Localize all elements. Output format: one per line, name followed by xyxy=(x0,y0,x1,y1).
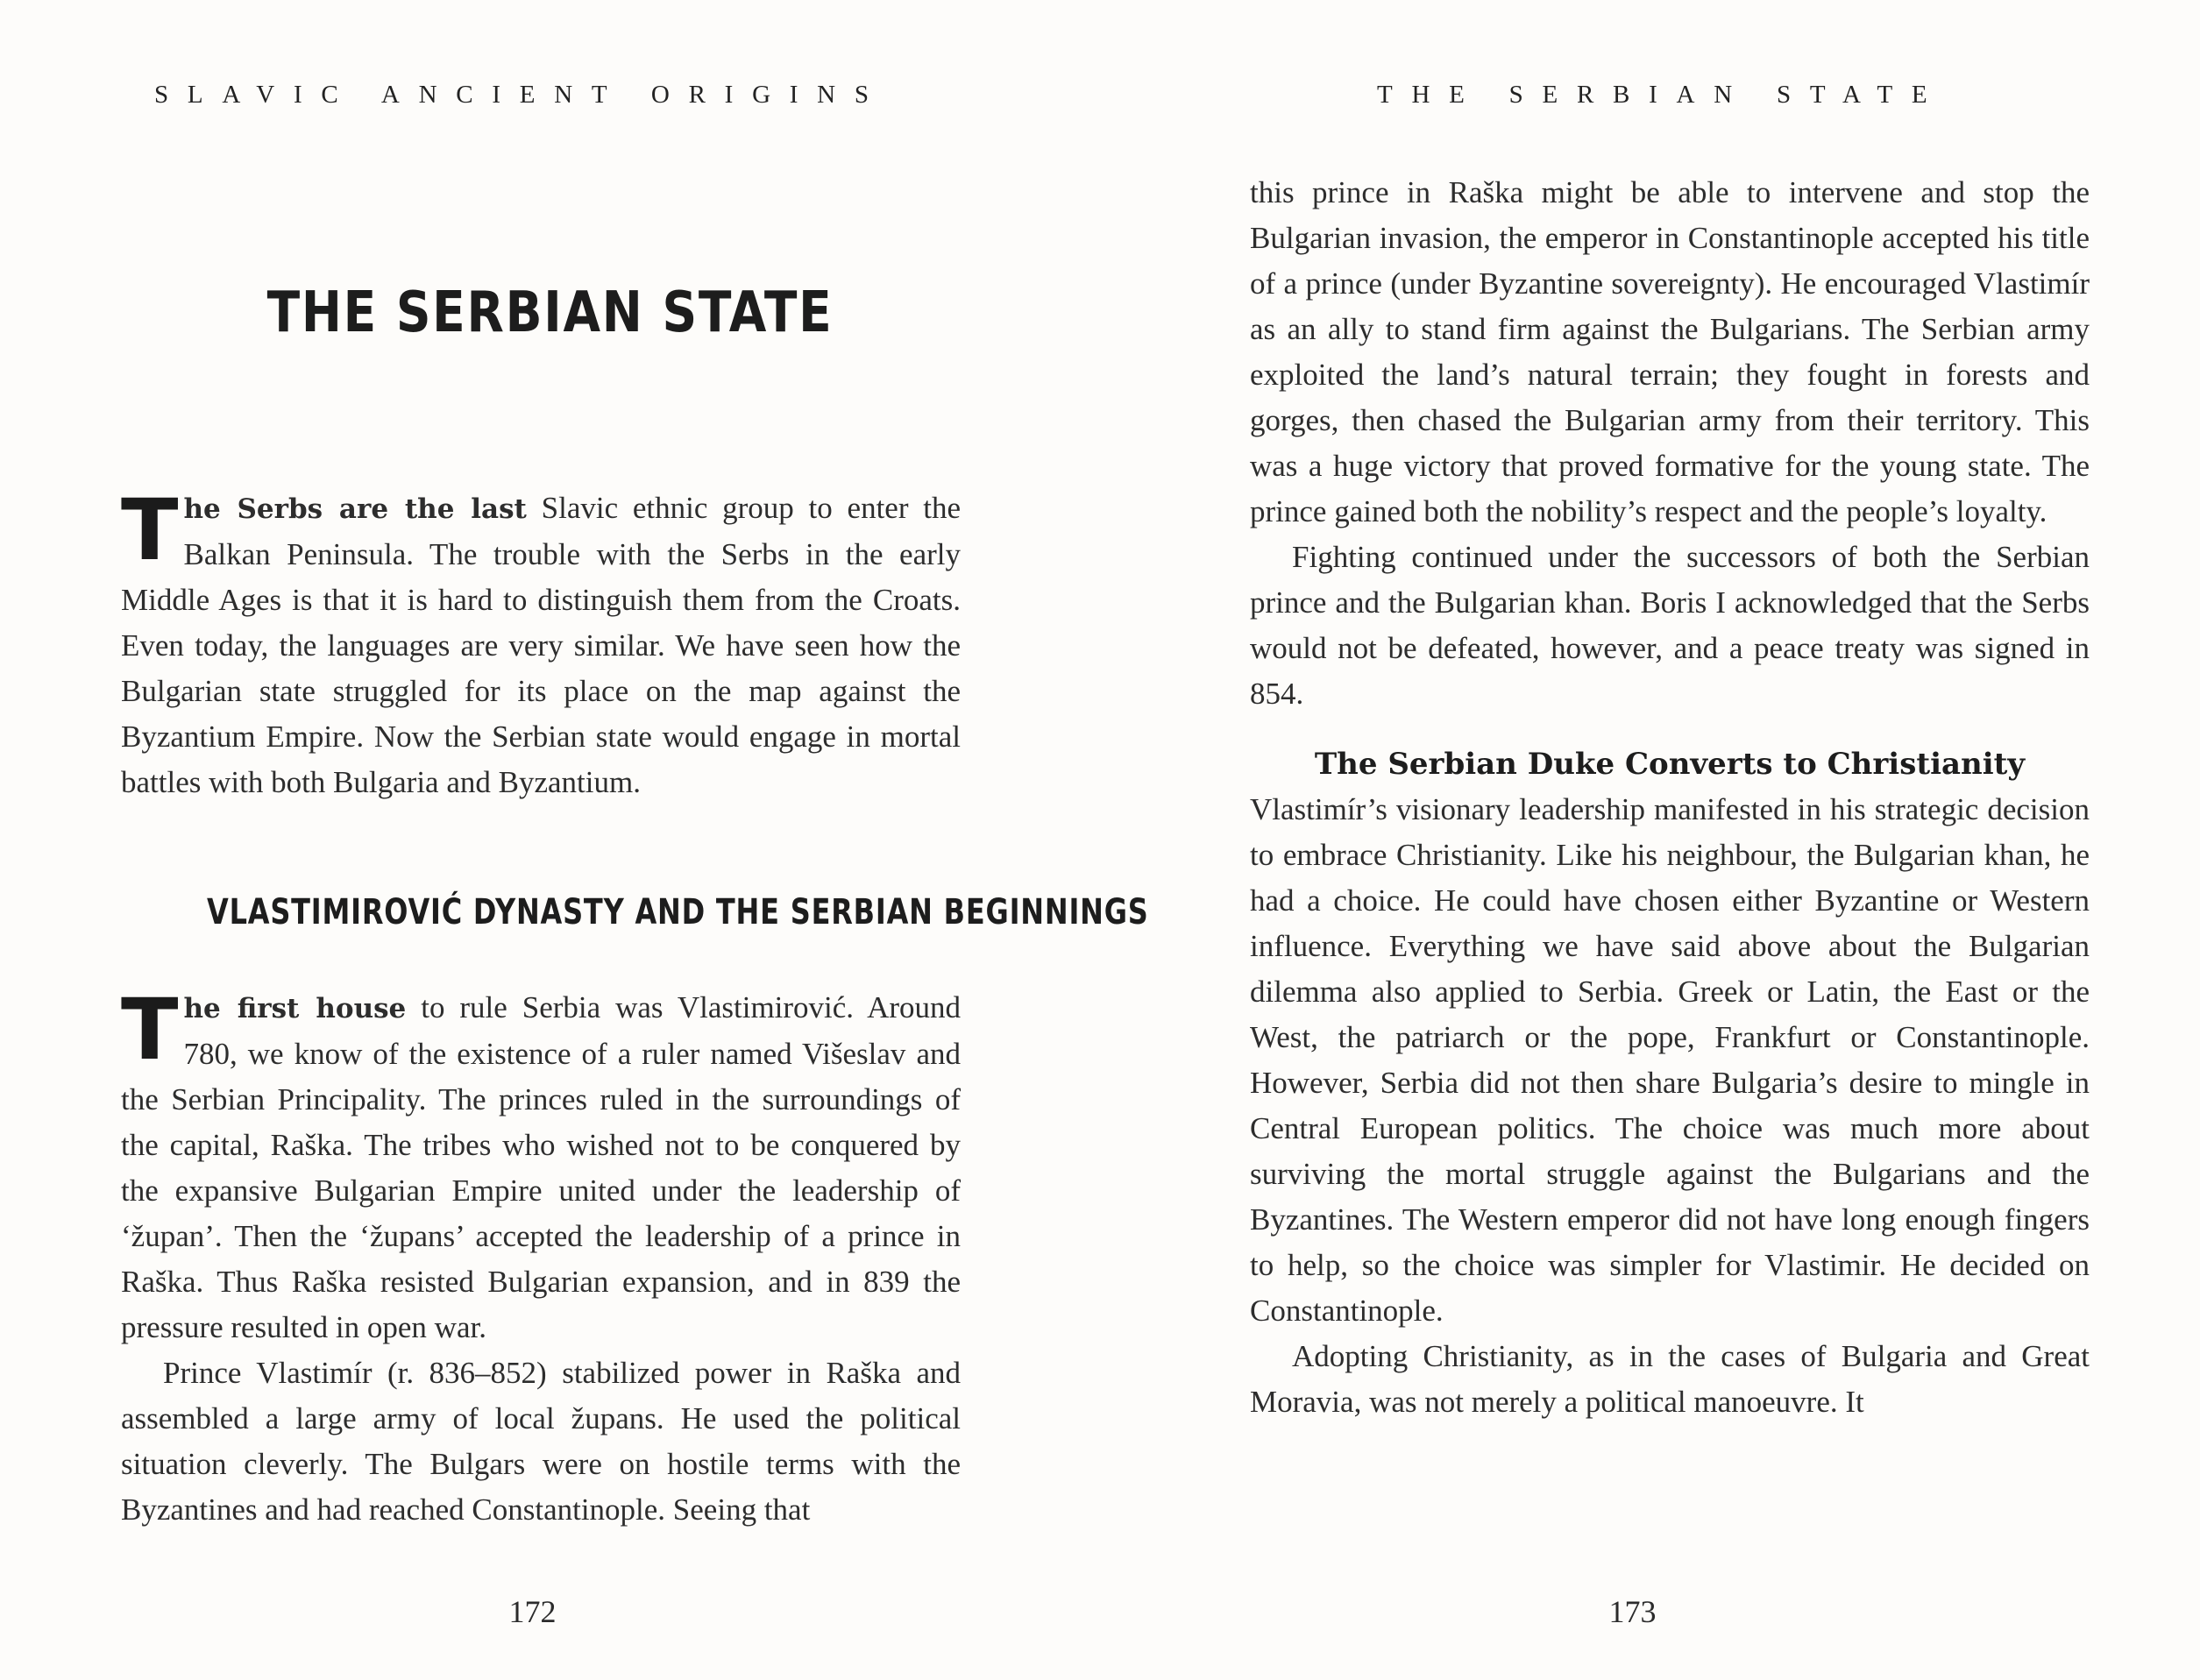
section-paragraph-2: Prince Vlastimír (r. 836–852) stabilized power in Raška and assembled a large army of local župans. He used the political situation cleverly. The Bulgars were on hostile terms with the Byzantines and had reached Constantinople. Seeing that xyxy=(121,1356,961,1527)
paragraph: Vlastimír’s visionary leadership manifested in his strategic decision to embrace Christianity. Like his neighbour, the Bulgarian khan, he had a choice. He could have chosen either Byzantine or Western influence. Everything we have said above about the Bulgarian dilemma also applied to Serbia. Greek or Latin, the East or the West, the patriarch or the pope, Frankfurt or Constantinople. However, Serbia did not then share Bulgaria’s desire to mingle in Central European politics. The choice was much more about surviving the mortal struggle against the Bulgarians and the Byzantines. The Western emperor did not have long enough fingers to help, so the choice was simpler for Vlastimir. He decided on Constantinople. xyxy=(1250,792,2090,1328)
paragraph: Adopting Christianity, as in the cases of Bulgaria and Great Moravia, was not merely a political manoeuvre. It xyxy=(1250,1339,2090,1419)
page-number-right: 173 xyxy=(1608,1594,1657,1629)
paragraph: Fighting continued under the successors of both the Serbian prince and the Bulgarian khan. Boris I acknowledged that the Serbs would not be defeated, however, and a peace treaty was signed in 854. xyxy=(1250,540,2090,711)
drop-cap: T xyxy=(121,981,179,1079)
page-number-left: 172 xyxy=(508,1594,557,1629)
section-body xyxy=(121,981,962,1533)
paragraph-text: to rule Serbia was Vlastimirović. Around 780, we know of the existence of a ruler named Višeslav and the Serbian Principality. The princes ruled in the surroundings of the capital, Raška. The tribes who wished not to be conquered by the expansive Bulgarian Empire united under the leadership of ‘župan’. Then the ‘župans’ accepted the leadership of a prince in Raška. Thus Raška resisted Bulgarian expansion, and in 839 the pressure resulted in open war. xyxy=(121,990,962,1344)
subsection-heading: The Serbian Duke Converts to Christianity xyxy=(1314,747,2026,782)
paragraph-text: Slavic ethnic group to enter the Balkan Peninsula. The trouble with the Serbs in the early Middle Ages is that it is hard to distinguish them from the Croats. Even today, the languages are very similar. We have seen how the Bulgarian state struggled for its place on the map against the Byzantium Empire. Now the Serbian state would engage in mortal battles with both Bulgaria and Byzantium. xyxy=(121,491,961,799)
lead-in: he first house xyxy=(183,993,407,1024)
right-page xyxy=(1100,0,2200,1680)
running-head-left: SLAVIC ANCIENT ORIGINS xyxy=(154,81,888,109)
intro-paragraph xyxy=(121,481,961,805)
lead-in: he Serbs are the last xyxy=(183,493,527,525)
running-head-right: THE SERBIAN STATE xyxy=(1377,81,1947,109)
continued-paragraph: this prince in Raška might be able to intervene and stop the Bulgarian invasion, the emperor in Constantinople accepted his title of a prince (under Byzantine sovereignty). He encouraged Vlastimír as an ally to stand firm against the Bulgarians. The Serbian army exploited the land’s natural terrain; they fought in forests and gorges, then chased the Bulgarian army from their territory. This was a huge victory that proved formative for the young state. The prince gained both the nobility’s respect and the people’s loyalty. xyxy=(1250,175,2090,528)
section-paragraph-1 xyxy=(121,981,962,1350)
chapter-title: THE SERBIAN STATE xyxy=(266,280,834,345)
intro-paragraph-block xyxy=(121,481,961,805)
section-title: VLASTIMIROVIĆ DYNASTY AND THE SERBIAN BEGINNINGS xyxy=(207,892,1149,932)
right-body xyxy=(1250,170,2090,1425)
drop-cap: T xyxy=(121,481,179,579)
